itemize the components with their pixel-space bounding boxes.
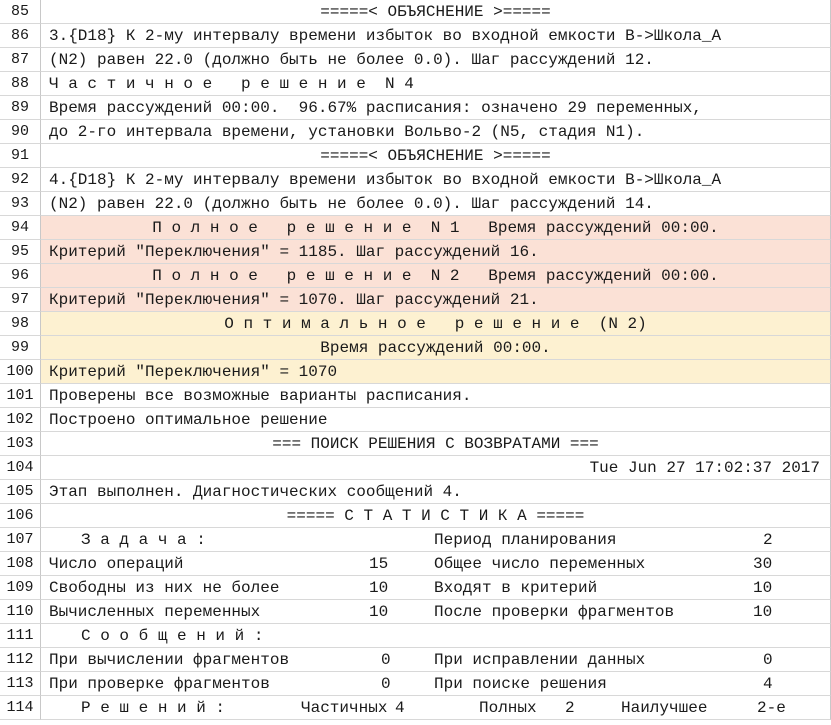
cell-text: ===== С Т А Т И С Т И К А ===== bbox=[286, 507, 585, 525]
row-113 bbox=[0, 672, 831, 696]
cell[interactable] bbox=[41, 216, 831, 240]
row-94 bbox=[0, 216, 831, 240]
stat-label: При исправлении данных bbox=[434, 651, 646, 669]
stat-heading: Р е ш е н и й : bbox=[81, 699, 226, 717]
row-96 bbox=[0, 264, 831, 288]
row-number[interactable]: 92 bbox=[0, 168, 41, 192]
row-number[interactable]: 107 bbox=[0, 528, 41, 552]
cell[interactable] bbox=[41, 312, 831, 336]
row-99 bbox=[0, 336, 831, 360]
row-106 bbox=[0, 504, 831, 528]
cell-text: 3.{D18} К 2-му интервалу времени избыток во входной емкости В->Школа_А bbox=[49, 27, 722, 45]
cell[interactable] bbox=[41, 480, 831, 504]
timestamp: Tue Jun 27 17:02:37 2017 bbox=[589, 459, 820, 477]
cell[interactable] bbox=[41, 144, 831, 168]
row-number[interactable]: 104 bbox=[0, 456, 41, 480]
cell-text: П о л н о е р е ш е н и е N 1 Время рассуждений 00:00. bbox=[152, 219, 719, 237]
cell-text: =====< ОБЪЯСНЕНИЕ >===== bbox=[320, 147, 551, 165]
stat-label: Период планирования bbox=[434, 531, 617, 549]
cell[interactable] bbox=[41, 120, 831, 144]
cell-text: Проверены все возможные варианты расписания. bbox=[49, 387, 472, 405]
row-108 bbox=[0, 552, 831, 576]
stat-label: Вычисленных переменных bbox=[49, 603, 261, 621]
row-105 bbox=[0, 480, 831, 504]
cell[interactable] bbox=[41, 528, 831, 552]
row-91 bbox=[0, 144, 831, 168]
row-100 bbox=[0, 360, 831, 384]
stat-label: Полных bbox=[479, 699, 537, 717]
stat-value: 30 bbox=[753, 555, 773, 573]
row-87 bbox=[0, 48, 831, 72]
row-89 bbox=[0, 96, 831, 120]
cell-text: Построено оптимальное решение bbox=[49, 411, 328, 429]
stat-value: 15 bbox=[369, 555, 389, 573]
cell-text: Ч а с т и ч н о е р е ш е н и е N 4 bbox=[49, 75, 414, 93]
row-86 bbox=[0, 24, 831, 48]
stat-value: 10 bbox=[369, 579, 389, 597]
cell[interactable] bbox=[41, 408, 831, 432]
stat-label: После проверки фрагментов bbox=[434, 603, 675, 621]
row-number[interactable]: 86 bbox=[0, 24, 41, 48]
stat-value: 2-е bbox=[757, 699, 786, 717]
cell[interactable] bbox=[41, 288, 831, 312]
row-number[interactable]: 106 bbox=[0, 504, 41, 528]
cell[interactable] bbox=[41, 72, 831, 96]
row-number[interactable]: 112 bbox=[0, 648, 41, 672]
row-102 bbox=[0, 408, 831, 432]
stat-label: При вычислении фрагментов bbox=[49, 651, 290, 669]
cell-text: О п т и м а л ь н о е р е ш е н и е (N 2) bbox=[224, 315, 647, 333]
row-101 bbox=[0, 384, 831, 408]
row-98 bbox=[0, 312, 831, 336]
row-number[interactable]: 99 bbox=[0, 336, 41, 360]
row-number[interactable]: 90 bbox=[0, 120, 41, 144]
cell-text: до 2-го интервала времени, установки Вольво-2 (N5, стадия N1). bbox=[49, 123, 645, 141]
row-95 bbox=[0, 240, 831, 264]
cell[interactable] bbox=[41, 552, 831, 576]
cell-text: Критерий "Переключения" = 1070. Шаг рассуждений 21. bbox=[49, 291, 539, 309]
stat-label: При проверке фрагментов bbox=[49, 675, 270, 693]
row-112 bbox=[0, 648, 831, 672]
cell[interactable] bbox=[41, 432, 831, 456]
row-number[interactable]: 98 bbox=[0, 312, 41, 336]
row-number[interactable]: 95 bbox=[0, 240, 41, 264]
cell[interactable] bbox=[41, 456, 831, 480]
stat-value: 10 bbox=[369, 603, 389, 621]
stat-heading: С о о б щ е н и й : bbox=[81, 627, 264, 645]
row-number[interactable]: 94 bbox=[0, 216, 41, 240]
stat-label: Свободны из них не более bbox=[49, 579, 280, 597]
row-number[interactable]: 87 bbox=[0, 48, 41, 72]
row-97 bbox=[0, 288, 831, 312]
row-103 bbox=[0, 432, 831, 456]
row-number[interactable]: 100 bbox=[0, 360, 41, 384]
row-number[interactable]: 113 bbox=[0, 672, 41, 696]
row-90 bbox=[0, 120, 831, 144]
stat-heading: З а д а ч а : bbox=[81, 531, 206, 549]
cell-text: Время рассуждений 00:00. 96.67% расписания: означено 29 переменных, bbox=[49, 99, 702, 117]
stat-value: 0 bbox=[763, 651, 773, 669]
cell[interactable] bbox=[41, 696, 831, 720]
row-number[interactable]: 114 bbox=[0, 696, 41, 720]
stat-value: 10 bbox=[753, 603, 773, 621]
cell-text: === ПОИСК РЕШЕНИЯ С ВОЗВРАТАМИ === bbox=[272, 435, 599, 453]
row-111 bbox=[0, 624, 831, 648]
cell[interactable] bbox=[41, 168, 831, 192]
cell[interactable] bbox=[41, 192, 831, 216]
cell[interactable] bbox=[41, 504, 831, 528]
stat-label: Частичных bbox=[301, 699, 388, 717]
row-number[interactable]: 89 bbox=[0, 96, 41, 120]
cell-text: Время рассуждений 00:00. bbox=[320, 339, 551, 357]
cell[interactable] bbox=[41, 600, 831, 624]
cell[interactable] bbox=[41, 264, 831, 288]
cell-text: Этап выполнен. Диагностических сообщений 4. bbox=[49, 483, 462, 501]
row-number[interactable]: 111 bbox=[0, 624, 41, 648]
stat-value: 2 bbox=[763, 531, 773, 549]
cell-text: 4.{D18} К 2-му интервалу времени избыток во входной емкости В->Школа_А bbox=[49, 171, 722, 189]
stat-value: 2 bbox=[565, 699, 575, 717]
row-104 bbox=[0, 456, 831, 480]
cell[interactable] bbox=[41, 24, 831, 48]
stat-value: 10 bbox=[753, 579, 773, 597]
row-number[interactable]: 97 bbox=[0, 288, 41, 312]
row-number[interactable]: 110 bbox=[0, 600, 41, 624]
row-number[interactable]: 88 bbox=[0, 72, 41, 96]
row-number[interactable]: 102 bbox=[0, 408, 41, 432]
row-110 bbox=[0, 600, 831, 624]
row-number[interactable]: 103 bbox=[0, 432, 41, 456]
stat-label: При поиске решения bbox=[434, 675, 607, 693]
stat-value: 0 bbox=[381, 675, 391, 693]
row-number[interactable]: 85 bbox=[0, 0, 41, 24]
row-number[interactable]: 105 bbox=[0, 480, 41, 504]
row-114 bbox=[0, 696, 831, 720]
cell-text: Критерий "Переключения" = 1185. Шаг рассуждений 16. bbox=[49, 243, 539, 261]
cell-text: (N2) равен 22.0 (должно быть не более 0.0). Шаг рассуждений 14. bbox=[49, 195, 654, 213]
cell[interactable] bbox=[41, 240, 831, 264]
row-92 bbox=[0, 168, 831, 192]
row-number[interactable]: 109 bbox=[0, 576, 41, 600]
row-109 bbox=[0, 576, 831, 600]
stat-label: Входят в критерий bbox=[434, 579, 598, 597]
stat-label: Число операций bbox=[49, 555, 184, 573]
cell[interactable] bbox=[41, 624, 831, 648]
stat-value: 4 bbox=[395, 699, 405, 717]
cell-text: П о л н о е р е ш е н и е N 2 Время рассуждений 00:00. bbox=[152, 267, 719, 285]
stat-label: Общее число переменных bbox=[434, 555, 646, 573]
cell[interactable] bbox=[41, 648, 831, 672]
cell[interactable] bbox=[41, 384, 831, 408]
cell[interactable] bbox=[41, 576, 831, 600]
stat-label: Наилучшее bbox=[621, 699, 708, 717]
cell[interactable] bbox=[41, 672, 831, 696]
cell[interactable] bbox=[41, 96, 831, 120]
row-88 bbox=[0, 72, 831, 96]
row-number[interactable]: 93 bbox=[0, 192, 41, 216]
cell[interactable] bbox=[41, 336, 831, 360]
row-number[interactable]: 108 bbox=[0, 552, 41, 576]
cell[interactable] bbox=[41, 48, 831, 72]
row-93 bbox=[0, 192, 831, 216]
stat-value: 4 bbox=[763, 675, 773, 693]
row-85 bbox=[0, 0, 831, 24]
row-number[interactable]: 96 bbox=[0, 264, 41, 288]
cell[interactable] bbox=[41, 0, 831, 24]
row-number[interactable]: 91 bbox=[0, 144, 41, 168]
row-107 bbox=[0, 528, 831, 552]
row-number[interactable]: 101 bbox=[0, 384, 41, 408]
cell-text: (N2) равен 22.0 (должно быть не более 0.0). Шаг рассуждений 12. bbox=[49, 51, 654, 69]
cell-text: =====< ОБЪЯСНЕНИЕ >===== bbox=[320, 3, 551, 21]
cell[interactable] bbox=[41, 360, 831, 384]
stat-value: 0 bbox=[381, 651, 391, 669]
cell-text: Критерий "Переключения" = 1070 bbox=[49, 363, 338, 381]
